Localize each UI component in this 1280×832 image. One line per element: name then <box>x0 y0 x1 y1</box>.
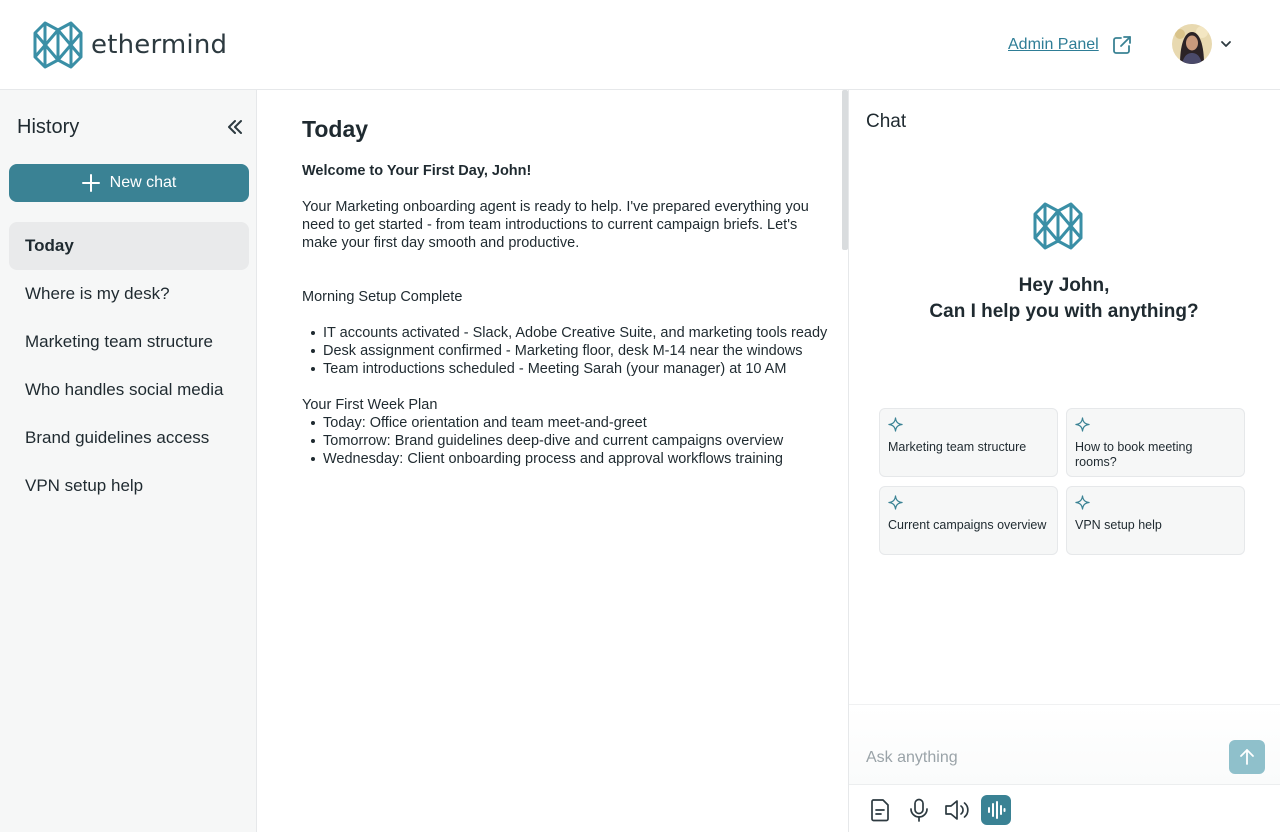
top-header <box>0 0 1280 90</box>
chat-title: Chat <box>866 111 907 132</box>
section-title-week: Your First Week Plan <box>302 397 438 413</box>
chat-input[interactable] <box>866 746 1206 770</box>
suggestion-card[interactable] <box>879 486 1058 555</box>
list-item: Tomorrow: Brand guidelines deep-dive and current campaigns overview <box>302 432 832 450</box>
brand-logo[interactable] <box>32 19 227 71</box>
chevron-down-icon <box>1220 38 1232 50</box>
sparkle-icon <box>1075 495 1090 510</box>
chat-input-area <box>849 704 1280 784</box>
history-item-label: Brand guidelines access <box>25 428 210 447</box>
user-menu[interactable] <box>1172 24 1232 64</box>
welcome-heading: Welcome to Your First Day, John! <box>302 163 532 179</box>
sparkle-icon <box>888 417 903 432</box>
onboarding-document <box>302 162 832 468</box>
intro-paragraph: Your Marketing onboarding agent is ready to help. I've prepared everything you need to get started - from team introductions to current campaign briefs. Let's make your first day smooth and productive. <box>302 199 809 251</box>
suggestion-card[interactable] <box>1066 408 1245 477</box>
history-item-desk[interactable] <box>9 270 249 318</box>
suggestion-label: VPN setup help <box>1075 518 1162 532</box>
voice-mode-button[interactable] <box>981 795 1011 825</box>
chat-panel <box>848 90 1280 832</box>
history-item-label: Who handles social media <box>25 380 224 399</box>
sparkle-icon <box>1075 417 1090 432</box>
ethermind-logo-icon <box>1032 200 1084 252</box>
greeting-line-2: Can I help you with anything? <box>929 301 1199 322</box>
history-item-label: Today <box>25 236 74 255</box>
microphone-icon <box>906 797 932 823</box>
plus-icon <box>82 174 100 192</box>
list-item: Wednesday: Client onboarding process and approval workflows training <box>302 450 832 468</box>
suggestion-card[interactable] <box>1066 486 1245 555</box>
history-title: History <box>17 116 80 138</box>
list-item: IT accounts activated - Slack, Adobe Creative Suite, and marketing tools ready <box>302 324 832 342</box>
history-item-vpn[interactable] <box>9 462 249 510</box>
speaker-icon <box>943 797 971 823</box>
main-content <box>257 90 848 832</box>
history-item-team-structure[interactable] <box>9 318 249 366</box>
list-item: Desk assignment confirmed - Marketing floor, desk M-14 near the windows <box>302 342 832 360</box>
chat-greeting <box>849 273 1279 325</box>
arrow-up-icon <box>1239 748 1255 766</box>
list-item: Today: Office orientation and team meet-and-greet <box>302 414 832 432</box>
history-sidebar <box>0 90 257 832</box>
history-list <box>9 222 249 510</box>
speaker-button[interactable] <box>943 796 971 824</box>
suggestion-grid <box>879 408 1247 555</box>
history-item-today[interactable] <box>9 222 249 270</box>
suggestion-label: Marketing team structure <box>888 440 1027 454</box>
first-week-list <box>302 414 832 468</box>
new-chat-button[interactable] <box>9 164 249 202</box>
history-item-label: Marketing team structure <box>25 332 214 351</box>
chat-toolbar <box>849 784 1280 832</box>
history-item-brand-guidelines[interactable] <box>9 414 249 462</box>
brand-name: ethermind <box>91 30 228 60</box>
new-chat-label: New chat <box>109 174 177 191</box>
send-button[interactable] <box>1229 740 1265 774</box>
collapse-sidebar-icon[interactable] <box>225 117 245 137</box>
admin-panel-label: Admin Panel <box>1008 36 1099 53</box>
suggestion-card[interactable] <box>879 408 1058 477</box>
suggestion-label: How to book meeting rooms? <box>1075 440 1193 469</box>
section-title-morning: Morning Setup Complete <box>302 289 463 305</box>
history-item-social-media[interactable] <box>9 366 249 414</box>
greeting-line-1: Hey John, <box>1018 275 1110 296</box>
suggestion-label: Current campaigns overview <box>888 518 1047 532</box>
microphone-button[interactable] <box>905 796 933 824</box>
admin-panel-link[interactable] <box>1008 34 1133 56</box>
morning-setup-list <box>302 324 832 378</box>
list-item: Team introductions scheduled - Meeting Sarah (your manager) at 10 AM <box>302 360 832 378</box>
external-link-icon <box>1111 34 1133 56</box>
voice-mode-icon <box>986 801 1006 819</box>
avatar <box>1172 24 1212 64</box>
document-icon <box>867 797 893 823</box>
attach-document-button[interactable] <box>866 796 894 824</box>
history-item-label: VPN setup help <box>25 476 144 495</box>
ethermind-logo-icon <box>32 19 84 71</box>
sparkle-icon <box>888 495 903 510</box>
page-title: Today <box>302 116 369 142</box>
history-item-label: Where is my desk? <box>25 284 170 303</box>
